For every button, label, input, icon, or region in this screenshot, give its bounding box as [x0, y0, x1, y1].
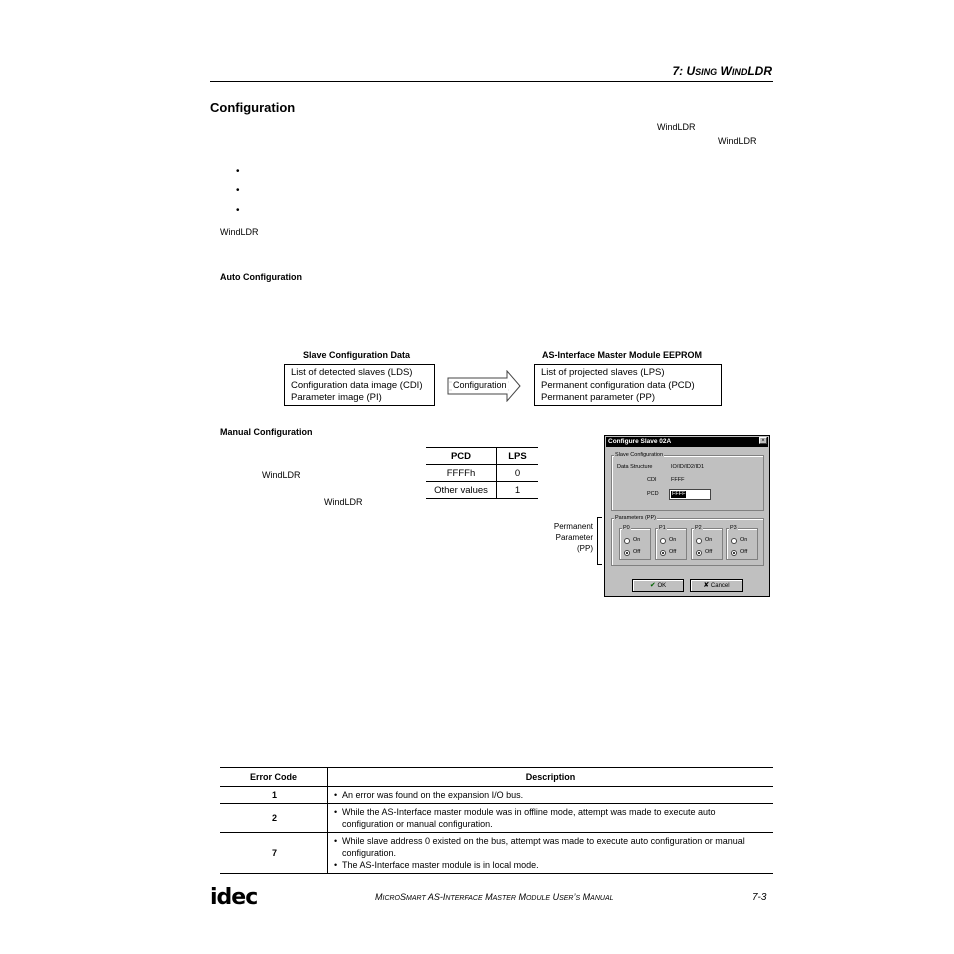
source-box — [284, 364, 435, 406]
header-lps: LPS — [497, 448, 539, 465]
error-description — [328, 804, 774, 833]
p0-off-radio[interactable] — [624, 550, 630, 556]
p1-off-label: Off — [669, 549, 677, 555]
data-structure-value: IO/ID/ID2/ID1 — [671, 464, 705, 470]
cdi-value: FFFF — [671, 477, 685, 483]
param-p3-label: P3 — [730, 525, 737, 531]
p0-on-radio[interactable] — [624, 538, 630, 544]
table-row — [426, 482, 538, 499]
param-p2-group — [691, 528, 723, 560]
data-structure-label: Data Structure — [617, 464, 653, 470]
pp-callout — [540, 521, 593, 554]
pcd-label: PCD — [647, 491, 659, 497]
description-line: • The AS-Interface master module is in local mode. — [334, 859, 769, 871]
table-cell: 0 — [497, 465, 539, 482]
description-line: • An error was found on the expansion I/O bus. — [334, 789, 769, 801]
target-title: AS-Interface Master Module EEPROM — [542, 350, 703, 360]
table-header-row — [220, 768, 773, 787]
error-code-table — [220, 767, 773, 874]
page-number: 7-3 — [752, 892, 767, 903]
arrow-label: Configuration — [453, 380, 507, 390]
p1-off-radio[interactable] — [660, 550, 666, 556]
table-header-row — [426, 448, 538, 465]
p2-on-label: On — [705, 537, 713, 543]
close-icon: × — [761, 438, 765, 444]
callout-line: Parameter — [555, 533, 593, 542]
dialog-title-bar — [606, 437, 768, 447]
param-p1-group — [655, 528, 687, 560]
pcd-input-value: FFFF — [672, 491, 686, 497]
table-row — [220, 787, 773, 804]
table-cell: 1 — [497, 482, 539, 499]
windldr-text-2: WindLDR — [718, 136, 757, 146]
close-button[interactable] — [759, 437, 767, 444]
source-item: Configuration data image (CDI) — [291, 379, 423, 391]
cdi-label: CDI — [647, 477, 657, 483]
target-item: Permanent configuration data (PCD) — [541, 379, 695, 391]
p2-off-radio[interactable] — [696, 550, 702, 556]
windldr-text-3: WindLDR — [220, 227, 259, 237]
table-row — [220, 804, 773, 833]
section-title: Configuration — [210, 100, 296, 115]
param-p3-group — [726, 528, 758, 560]
header-rule — [210, 81, 773, 82]
p0-on-label: On — [633, 537, 641, 543]
error-code: 1 — [220, 787, 328, 804]
manual-config-heading: Manual Configuration — [220, 427, 313, 437]
source-item: Parameter image (PI) — [291, 392, 382, 403]
bullet-3: • — [236, 205, 240, 216]
bullet-1: • — [236, 166, 240, 177]
source-item: List of detected slaves (LDS) — [291, 367, 413, 378]
configure-slave-dialog — [604, 435, 770, 597]
p3-on-label: On — [740, 537, 748, 543]
param-p0-label: P0 — [623, 525, 630, 531]
p1-on-label: On — [669, 537, 677, 543]
param-p2-label: P2 — [695, 525, 702, 531]
p2-on-radio[interactable] — [696, 538, 702, 544]
auto-config-heading: Auto Configuration — [220, 272, 302, 282]
source-title: Slave Configuration Data — [303, 350, 411, 360]
p3-off-radio[interactable] — [731, 550, 737, 556]
ok-button-label: OK — [657, 583, 667, 589]
checkmark-icon: ✔ — [649, 582, 656, 589]
table-cell: Other values — [426, 482, 497, 499]
param-p0-group — [619, 528, 651, 560]
target-item: List of projected slaves (LPS) — [541, 367, 665, 378]
header-pcd: PCD — [426, 448, 497, 465]
error-code: 7 — [220, 833, 328, 874]
windldr-text-5: WindLDR — [324, 497, 363, 507]
table-cell: FFFFh — [426, 465, 497, 482]
chapter-title: 7: USING WINDLDR — [672, 64, 772, 78]
p2-off-label: Off — [705, 549, 713, 555]
target-item: Permanent parameter (PP) — [541, 392, 656, 403]
error-description — [328, 833, 774, 874]
bullet-2: • — [236, 185, 240, 196]
header-description: Description — [328, 768, 774, 787]
cancel-button-label: Cancel — [710, 583, 730, 589]
error-description — [328, 787, 774, 804]
p1-on-radio[interactable] — [660, 538, 666, 544]
description-line: • While the AS-Interface master module was in offline mode, attempt was made to execute auto configuration or manual configuration. — [334, 806, 769, 830]
slave-config-group-title: Slave Configuration — [615, 452, 664, 458]
p0-off-label: Off — [633, 549, 641, 555]
windldr-text-1: WindLDR — [657, 122, 696, 132]
table-row — [220, 833, 773, 874]
idec-logo: idec — [210, 885, 258, 910]
p3-off-label: Off — [740, 549, 748, 555]
table-row — [426, 465, 538, 482]
callout-line: Permanent — [553, 522, 593, 531]
p3-on-radio[interactable] — [731, 538, 737, 544]
cancel-button[interactable] — [690, 579, 743, 592]
ok-button[interactable] — [632, 579, 684, 592]
callout-bracket — [597, 517, 602, 565]
description-line: • While slave address 0 existed on the bus, attempt was made to execute auto configuration or manual configuration. — [334, 835, 769, 859]
pcd-input[interactable] — [669, 489, 711, 500]
dialog-title: Configure Slave 02A — [608, 438, 672, 445]
param-p1-label: P1 — [659, 525, 666, 531]
target-box — [534, 364, 722, 406]
x-cancel-icon: ✘ — [703, 582, 710, 589]
error-code: 2 — [220, 804, 328, 833]
header-error-code: Error Code — [220, 768, 328, 787]
pcd-lps-table — [426, 447, 538, 499]
callout-line: (PP) — [577, 544, 593, 553]
parameters-group-title: Parameters (PP) — [615, 515, 656, 521]
footer-manual-title: MICROSMART AS-INTERFACE MASTER MODULE USER’S MANUAL — [375, 892, 614, 902]
windldr-text-4: WindLDR — [262, 470, 301, 480]
